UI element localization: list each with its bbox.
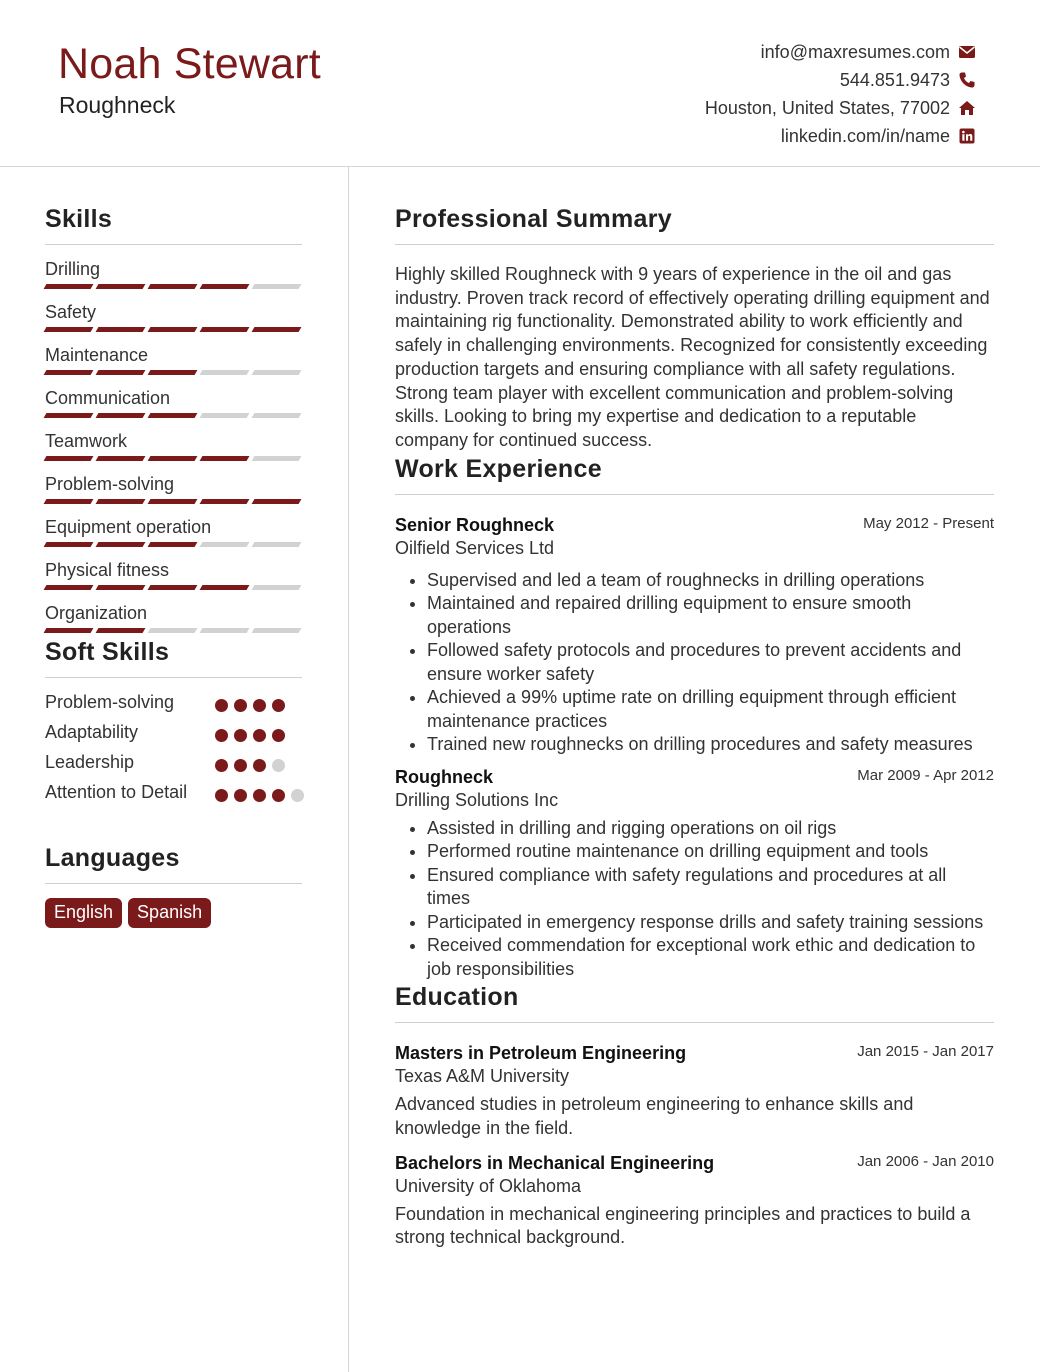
skill-label: Safety — [45, 302, 97, 322]
soft-skill-item — [45, 692, 302, 722]
rating-dot — [291, 789, 304, 802]
skill-item — [45, 474, 302, 517]
skill-label: Drilling — [45, 259, 101, 279]
skill-level-segment — [96, 456, 146, 461]
skill-level-segment — [96, 284, 146, 289]
skill-level-segment — [200, 413, 250, 418]
education-degree: Bachelors in Mechanical Engineering — [395, 1152, 715, 1173]
skill-level-segment — [96, 413, 146, 418]
skill-item — [45, 517, 302, 560]
candidate-title: Roughneck — [59, 92, 176, 118]
education-description: Foundation in mechanical engineering principles and practices to build a strong technical background. — [395, 1203, 971, 1248]
skill-level-bar — [45, 284, 300, 289]
skill-level-segment — [44, 413, 94, 418]
skill-level-segment — [252, 413, 302, 418]
skill-level-segment — [44, 542, 94, 547]
job-dates: Mar 2009 - Apr 2012 — [857, 766, 994, 784]
soft-skill-rating — [215, 729, 285, 742]
skill-level-segment — [200, 284, 250, 289]
skill-level-segment — [200, 499, 250, 504]
job-bullet: • Ensured compliance with safety regulations and procedures at all times — [427, 864, 994, 911]
language-badge: English — [45, 898, 122, 928]
skill-item — [45, 560, 302, 603]
skill-level-bar — [45, 327, 300, 332]
skill-level-bar — [45, 585, 300, 590]
skill-level-bar — [45, 370, 300, 375]
skill-level-segment — [252, 542, 302, 547]
skill-level-segment — [200, 327, 250, 332]
job-bullet: • Maintained and repaired drilling equipment to ensure smooth operations — [427, 592, 994, 639]
skill-item — [45, 603, 302, 646]
skill-label: Equipment operation — [45, 517, 212, 537]
job-bullets — [395, 569, 994, 757]
skill-level-segment — [200, 542, 250, 547]
skill-level-segment — [96, 327, 146, 332]
contact-phone-text[interactable]: 544.851.9473 — [839, 69, 950, 90]
skill-item — [45, 302, 302, 345]
job-bullet: • Trained new roughnecks on drilling procedures and safety measures — [427, 733, 994, 757]
education-school: University of Oklahoma — [395, 1175, 582, 1196]
education-dates: Jan 2006 - Jan 2010 — [857, 1152, 994, 1170]
soft-skill-rating — [215, 699, 285, 712]
rating-dot — [215, 729, 228, 742]
contact-phone[interactable] — [705, 66, 976, 94]
languages-list — [45, 898, 302, 928]
contact-address-text: Houston, United States, 77002 — [704, 97, 950, 118]
contact-linkedin-text[interactable]: linkedin.com/in/name — [780, 125, 950, 146]
skill-label: Communication — [45, 388, 171, 408]
rating-dot — [272, 729, 285, 742]
rating-dot — [234, 789, 247, 802]
language-badge: Spanish — [128, 898, 211, 928]
contact-email-text[interactable]: info@maxresumes.com — [760, 41, 950, 62]
skill-level-segment — [44, 499, 94, 504]
skill-item — [45, 259, 302, 302]
skill-level-segment — [148, 585, 198, 590]
skill-level-segment — [148, 542, 198, 547]
job-dates: May 2012 - Present — [863, 514, 994, 532]
envelope-icon — [958, 43, 976, 61]
job-bullet: • Participated in emergency response drills and safety training sessions — [427, 911, 994, 935]
job-company: Oilfield Services Ltd — [395, 537, 555, 558]
job-entry — [395, 515, 994, 757]
job-title: Roughneck — [395, 766, 494, 787]
rating-dot — [253, 699, 266, 712]
soft-skills-heading: Soft Skills — [45, 638, 302, 678]
skill-label: Physical fitness — [45, 560, 170, 580]
summary-text: Highly skilled Roughneck with 9 years of experience in the oil and gas industry. Proven track record of effectively operating drilling equipment and maintaining rig functionality. Demonstrated ability to work efficiently and safely in challenging environments. Recognized for consistently exceeding production targets and ensuring compliance with all safety regulations. Strong team player with excellent communication and problem-solving skills. Looking to bring my expertise and dedication to a reputable company for continued success. — [395, 264, 990, 450]
skill-level-segment — [200, 370, 250, 375]
job-bullets — [395, 817, 994, 982]
soft-skill-label: Leadership — [45, 752, 135, 772]
soft-skills-list — [45, 692, 302, 834]
skill-label: Problem-solving — [45, 474, 175, 494]
skill-level-segment — [252, 370, 302, 375]
skill-level-segment — [44, 370, 94, 375]
skill-level-segment — [252, 284, 302, 289]
skill-level-segment — [96, 499, 146, 504]
column-divider — [348, 166, 349, 1372]
skill-level-segment — [96, 628, 146, 633]
languages-heading: Languages — [45, 844, 302, 884]
contact-list — [705, 38, 976, 150]
resume-header — [0, 0, 1040, 167]
education-entry — [395, 1153, 994, 1250]
rating-dot — [272, 759, 285, 772]
skill-level-segment — [148, 327, 198, 332]
skill-label: Maintenance — [45, 345, 149, 365]
skill-label: Teamwork — [45, 431, 128, 451]
skill-level-bar — [45, 456, 300, 461]
rating-dot — [272, 699, 285, 712]
summary-heading: Professional Summary — [395, 205, 994, 245]
skill-level-segment — [200, 628, 250, 633]
skill-level-segment — [200, 456, 250, 461]
skill-level-segment — [96, 585, 146, 590]
education-degree: Masters in Petroleum Engineering — [395, 1043, 687, 1064]
main-content — [395, 205, 994, 1250]
skill-level-segment — [148, 628, 198, 633]
skill-level-segment — [148, 413, 198, 418]
job-bullet: • Performed routine maintenance on drilling equipment and tools — [427, 840, 994, 864]
rating-dot — [215, 759, 228, 772]
rating-dot — [215, 789, 228, 802]
contact-linkedin[interactable] — [705, 122, 976, 150]
education-dates: Jan 2015 - Jan 2017 — [857, 1043, 994, 1061]
soft-skill-label: Attention to Detail — [45, 782, 188, 802]
soft-skill-item — [45, 722, 302, 752]
skill-level-segment — [44, 585, 94, 590]
skill-label: Organization — [45, 603, 148, 623]
skill-level-segment — [44, 456, 94, 461]
skill-level-segment — [252, 585, 302, 590]
contact-email[interactable] — [705, 38, 976, 66]
soft-skill-label: Adaptability — [45, 722, 139, 742]
skill-level-segment — [200, 585, 250, 590]
education-description: Advanced studies in petroleum engineering to enhance skills and knowledge in the field. — [395, 1094, 914, 1138]
skill-item — [45, 431, 302, 474]
rating-dot — [215, 699, 228, 712]
soft-skill-label: Problem-solving — [45, 692, 175, 712]
job-bullet: • Received commendation for exceptional work ethic and dedication to job responsibilities — [427, 934, 994, 981]
skills-heading: Skills — [45, 205, 302, 245]
skill-level-segment — [44, 628, 94, 633]
skill-level-segment — [148, 370, 198, 375]
skills-list — [45, 259, 302, 646]
skill-level-segment — [148, 456, 198, 461]
skill-level-segment — [148, 499, 198, 504]
job-bullet: • Supervised and led a team of roughnecks in drilling operations — [427, 569, 994, 593]
job-title: Senior Roughneck — [395, 514, 555, 535]
job-bullet: • Followed safety protocols and procedures to prevent accidents and ensure worker safety — [427, 639, 994, 686]
job-company: Drilling Solutions Inc — [395, 789, 559, 810]
education-list — [395, 1043, 994, 1250]
rating-dot — [234, 759, 247, 772]
skill-level-segment — [252, 327, 302, 332]
candidate-name: Noah Stewart — [58, 40, 321, 88]
skill-level-bar — [45, 542, 300, 547]
home-icon — [958, 99, 976, 117]
skill-item — [45, 388, 302, 431]
job-entry — [395, 767, 994, 982]
soft-skill-rating — [215, 759, 285, 772]
skill-level-segment — [252, 628, 302, 633]
experience-list — [395, 515, 994, 982]
rating-dot — [253, 789, 266, 802]
rating-dot — [272, 789, 285, 802]
linkedin-icon — [958, 127, 976, 145]
rating-dot — [253, 729, 266, 742]
skill-level-bar — [45, 628, 300, 633]
education-entry — [395, 1043, 994, 1140]
rating-dot — [234, 729, 247, 742]
education-school: Texas A&M University — [395, 1066, 570, 1087]
sidebar — [45, 205, 302, 928]
skill-level-segment — [96, 542, 146, 547]
job-bullet: • Achieved a 99% uptime rate on drilling equipment through efficient maintenance practices — [427, 686, 994, 733]
skill-level-segment — [252, 456, 302, 461]
skill-level-segment — [96, 370, 146, 375]
skill-level-bar — [45, 499, 300, 504]
skill-level-segment — [44, 327, 94, 332]
education-heading: Education — [395, 983, 994, 1023]
skill-level-bar — [45, 413, 300, 418]
skill-level-segment — [148, 284, 198, 289]
skill-item — [45, 345, 302, 388]
skill-level-segment — [44, 284, 94, 289]
skill-level-segment — [252, 499, 302, 504]
experience-heading: Work Experience — [395, 455, 994, 495]
soft-skill-rating — [215, 789, 304, 802]
job-bullet: • Assisted in drilling and rigging operations on oil rigs — [427, 817, 994, 841]
soft-skill-item — [45, 752, 302, 782]
soft-skill-item — [45, 782, 302, 834]
contact-address — [705, 94, 976, 122]
rating-dot — [253, 759, 266, 772]
phone-icon — [958, 71, 976, 89]
rating-dot — [234, 699, 247, 712]
